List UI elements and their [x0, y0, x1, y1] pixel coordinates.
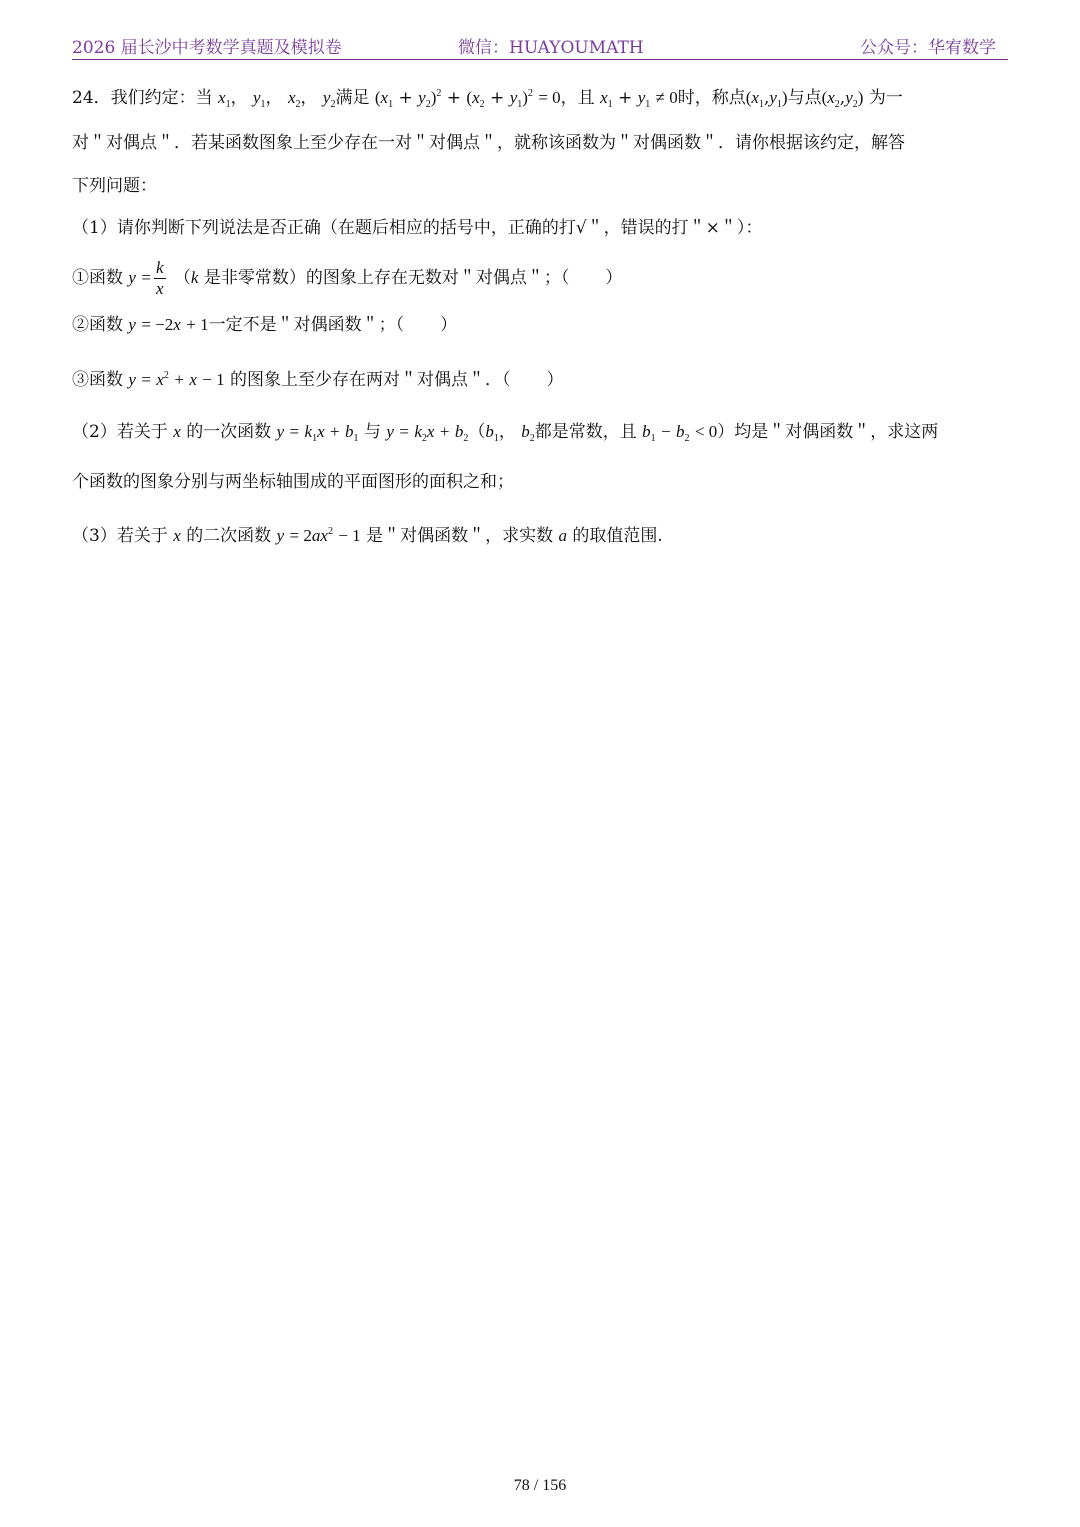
part-2-line-2: 个函数的图象分别与两坐标轴围成的平面图形的面积之和； [72, 472, 514, 492]
part-1-item-2: ②函数 y = −2x + 1一定不是＂对偶函数＂；（ ） [72, 315, 458, 335]
page-number: 78 / 156 [513, 1477, 567, 1494]
part-1-intro: （1）请你判断下列说法是否正确（在题后相应的括号中，正确的打√＂，错误的打＂×＂）： [72, 218, 763, 238]
problem-line-1: 24．我们约定：当 $x_1$， $y_1$， $x_2$， $y_2$满足 $(x_1 + y_2)^2 + (x_2 + y_1)^2 = 0$，且 $x_1 + y_1 \ne 0$时，称点$(x_1,y_1)$与点$(x_2,y_2)$ 为一 [72, 88, 903, 110]
header-title: 2026 届长沙中考数学真题及模拟卷 [72, 38, 342, 58]
header-wechat: 微信：HUAYOUMATH [458, 38, 644, 58]
part-1-item-1: ①函数 y = $\frac{k}{x}$ （k 是非零常数）的图象上存在无数对＂对偶点＂；（ ） [72, 258, 623, 298]
problem-line-2: 对＂对偶点＂．若某函数图象上至少存在一对＂对偶点＂，就称该函数为＂对偶函数＂．请你根据该约定，解答 [72, 133, 905, 153]
part-1-item-3: ③函数 $y = x^2 + x - 1$ 的图象上至少存在两对＂对偶点＂．（ ） [72, 370, 564, 390]
part-3: （3）若关于 x 的二次函数 $y = 2ax^2 - 1$ 是＂对偶函数＂，求实数 a 的取值范围. [72, 526, 663, 546]
problem-number: 24． [72, 88, 111, 108]
problem-line-3: 下列问题： [72, 176, 157, 196]
page-header [72, 33, 1008, 60]
header-account: 公众号：华宥数学 [860, 38, 996, 58]
part-2-line-1: （2）若关于 x 的一次函数 $y = k_1x + b_1$ 与 $y = k_2x + b_2(b_1$， $b_2$都是常数，且 $b_1 - b_2 < 0$）均是＂对偶函数＂，求这两 [72, 422, 939, 444]
